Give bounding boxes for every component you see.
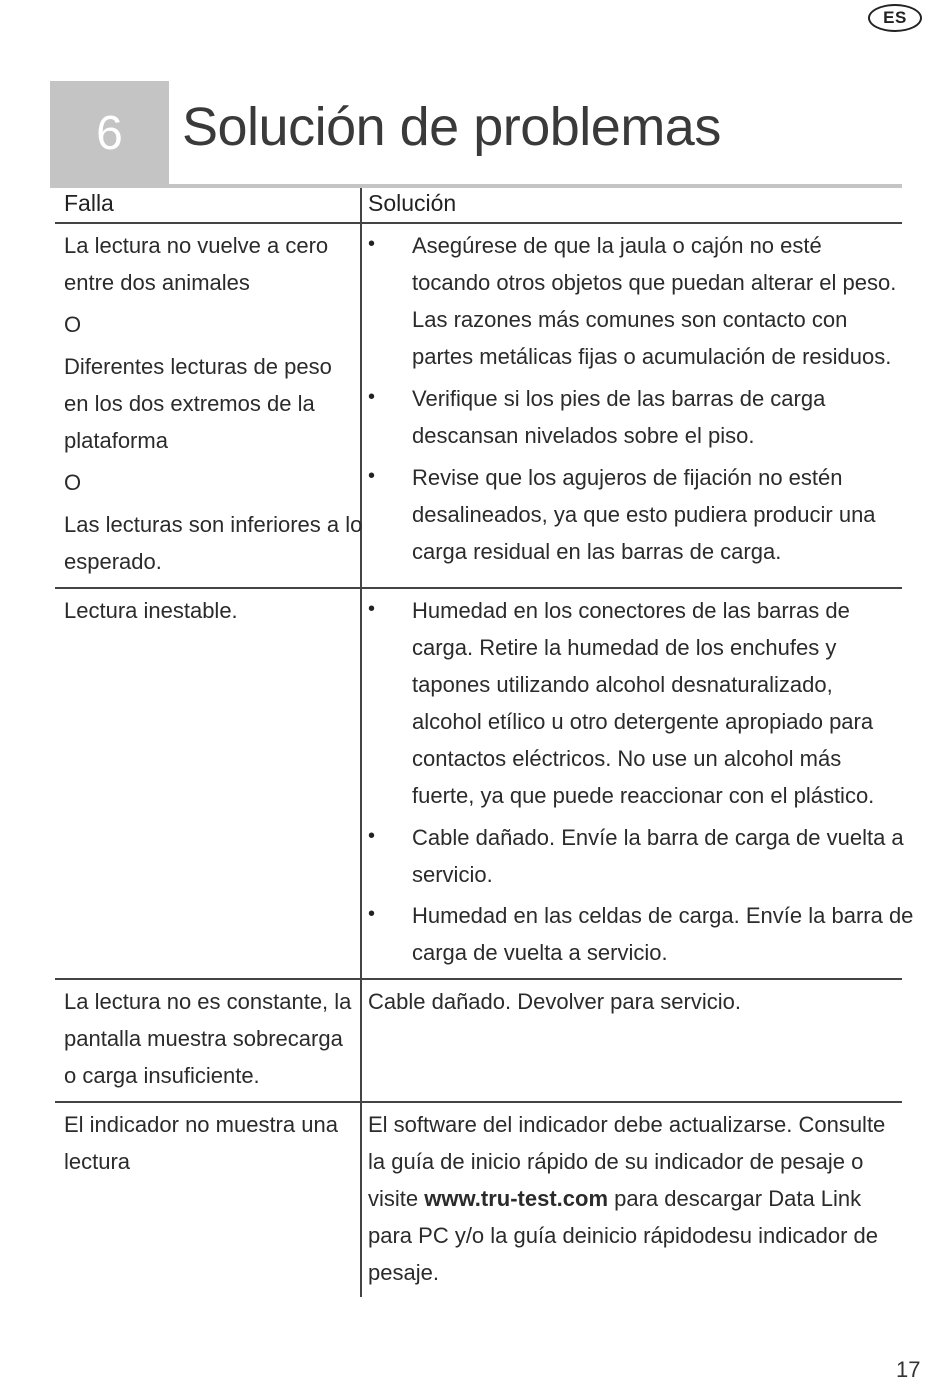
column-divider	[360, 188, 362, 1297]
chapter-number: 6	[50, 81, 169, 185]
bullet-icon: •	[368, 233, 376, 255]
header-rule	[55, 222, 902, 224]
solution-line: partes metálicas fijas o acumulación de residuos.	[412, 344, 892, 369]
solution-column-header: Solución	[368, 190, 457, 216]
solution-line: descansan nivelados sobre el piso.	[412, 423, 755, 448]
solution-line: Humedad en los conectores de las barras de	[412, 598, 850, 623]
language-badge: ES	[868, 4, 922, 32]
fault-line: Lectura inestable.	[64, 598, 238, 623]
fault-line: Diferentes lecturas de peso	[64, 354, 332, 379]
bullet-icon: •	[368, 465, 376, 487]
fault-line: La lectura no vuelve a cero	[64, 233, 329, 258]
fault-line: esperado.	[64, 549, 162, 574]
row-divider	[55, 978, 902, 980]
solution-line: servicio.	[412, 862, 493, 887]
solution-line: Revise que los agujeros de fijación no estén	[412, 465, 843, 490]
solution-line: Humedad en las celdas de carga. Envíe la barra de	[412, 903, 914, 928]
solution-line: carga de vuelta a servicio.	[412, 940, 668, 965]
solution-line: para PC y/o la guía deinicio rápidodesu indicador de	[368, 1223, 878, 1248]
text-segment: visite	[368, 1186, 425, 1211]
title-rule	[50, 184, 902, 188]
solution-line: la guía de inicio rápido de su indicador de pesaje o	[368, 1149, 864, 1174]
solution-line: tapones utilizando alcohol desnaturalizado,	[412, 672, 833, 697]
row-divider	[55, 587, 902, 589]
page-title: Solución de problemas	[182, 97, 721, 157]
text-segment: para descargar Data Link	[608, 1186, 862, 1211]
solution-line: pesaje.	[368, 1260, 439, 1285]
bullet-icon: •	[368, 386, 376, 408]
solution-line: Asegúrese de que la jaula o cajón no esté	[412, 233, 822, 258]
bullet-icon: •	[368, 825, 376, 847]
bullet-icon: •	[368, 903, 376, 925]
fault-line: El indicador no muestra una	[64, 1112, 338, 1137]
bullet-icon: •	[368, 598, 376, 620]
fault-line: lectura	[64, 1149, 131, 1174]
fault-line: plataforma	[64, 428, 168, 453]
fault-line: Las lecturas son inferiores a lo	[64, 512, 363, 537]
solution-line: Las razones más comunes son contacto con	[412, 307, 848, 332]
fault-line: La lectura no es constante, la	[64, 989, 352, 1014]
solution-line	[368, 1180, 861, 1217]
website-link[interactable]: www.tru-test.com	[424, 1186, 609, 1211]
solution-line: carga. Retire la humedad de los enchufes y	[412, 635, 837, 660]
fault-line: en los dos extremos de la	[64, 391, 315, 416]
fault-line: o carga insuficiente.	[64, 1063, 260, 1088]
solution-line: Verifique si los pies de las barras de carga	[412, 386, 826, 411]
solution-line: contactos eléctricos. No use un alcohol más	[412, 746, 842, 771]
solution-line: carga residual en las barras de carga.	[412, 539, 782, 564]
fault-line: pantalla muestra sobrecarga	[64, 1026, 343, 1051]
fault-line: O	[64, 312, 82, 337]
solution-line: Cable dañado. Envíe la barra de carga de vuelta a	[412, 825, 904, 850]
solution-line: alcohol etílico u otro detergente apropiado para	[412, 709, 874, 734]
solution-line: fuerte, ya que puede reaccionar con el plástico.	[412, 783, 875, 808]
solution-line: Cable dañado. Devolver para servicio.	[368, 989, 741, 1014]
page-number: 17	[896, 1357, 921, 1382]
fault-line: O	[64, 470, 82, 495]
solution-line: desalineados, ya que esto pudiera producir una	[412, 502, 876, 527]
row-divider	[55, 1101, 902, 1103]
solution-line: tocando otros objetos que puedan alterar el peso.	[412, 270, 897, 295]
solution-line: El software del indicador debe actualizarse. Consulte	[368, 1112, 886, 1137]
fault-line: entre dos animales	[64, 270, 250, 295]
fault-column-header: Falla	[64, 190, 114, 216]
